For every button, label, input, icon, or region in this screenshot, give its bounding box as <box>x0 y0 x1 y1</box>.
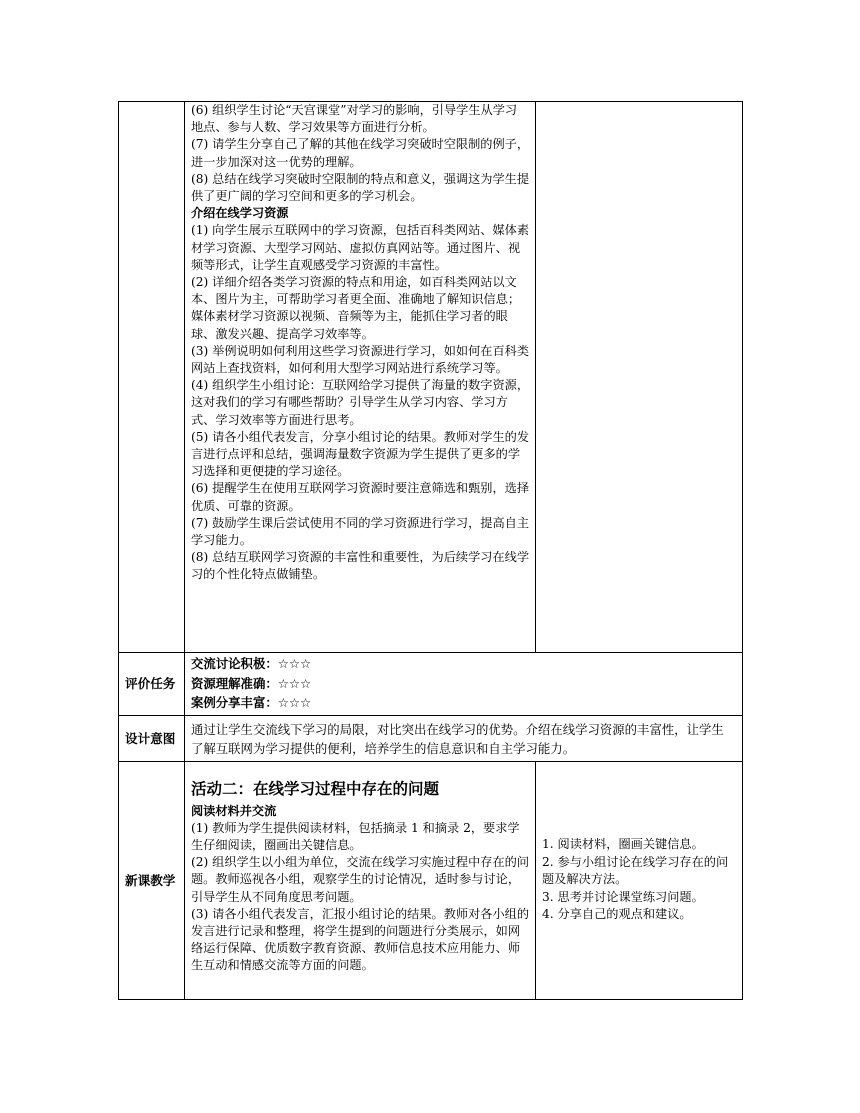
paragraph: (7) 请学生分享自己了解的其他在线学习突破时空限制的例子，进一步加深对这一优势的理解。 <box>191 137 530 169</box>
section-subheading: 阅读材料并交流 <box>191 803 277 818</box>
list-item: 3. 思考并讨论课堂练习问题。 <box>542 889 704 904</box>
paragraph: (6) 组织学生讨论“天宫课堂”对学习的影响，引导学生从学习地点、参与人数、学习效果等方面进行分析。 <box>191 103 518 135</box>
student-activities-cell <box>536 761 743 999</box>
activity-title: 活动二：在线学习过程中存在的问题 <box>191 778 440 798</box>
section-subheading: 介绍在线学习资源 <box>191 206 289 221</box>
paragraph: (1) 向学生展示互联网中的学习资源，包括百科类网站、媒体素材学习资源、大型学习网站、虚拟仿真网站等。通过图片、视频等形式，让学生直观感受学习资源的丰富性。 <box>191 223 530 272</box>
design-label: 设计意图 <box>119 715 185 761</box>
new-lesson-label: 新课教学 <box>119 761 185 999</box>
star-rating: ☆☆☆ <box>277 675 312 691</box>
lesson-plan-table-wrapper <box>118 101 742 1000</box>
continued-student-cell <box>536 102 743 653</box>
paragraph: (4) 组织学生小组讨论：互联网给学习提供了海量的数字资源，这对我们的学习有哪些帮助？引导学生从学习内容、学习方式、学习效率等方面进行思考。 <box>191 378 530 427</box>
evaluation-item-name: 交流讨论积极： <box>191 656 278 671</box>
new-lesson-row <box>119 761 743 999</box>
student-activities-list <box>542 836 736 924</box>
paragraph: (5) 请各小组代表发言，分享小组讨论的结果。教师对学生的发言进行点评和总结，强调海量数字资源为学生提供了更多的学习选择和更便捷的学习途径。 <box>191 429 530 479</box>
paragraph: (3) 请各小组代表发言，汇报小组讨论的结果。教师对各小组的发言进行记录和整理，将学生提到的问题进行分类展示，如网络运行保障、优质数字教育资源、教师信息技术应用能力、师生互动和情感交流等方面的问题。 <box>191 906 530 973</box>
continued-content-cell <box>185 102 536 653</box>
evaluation-item-name: 案例分享丰富： <box>191 695 278 710</box>
evaluation-item <box>191 674 736 694</box>
star-rating: ☆☆☆ <box>277 695 312 710</box>
evaluation-item <box>191 654 736 674</box>
evaluation-label: 评价任务 <box>119 653 185 716</box>
evaluation-row <box>119 653 743 716</box>
star-rating: ☆☆☆ <box>277 656 312 671</box>
list-item: 1. 阅读材料，圈画关键信息。 <box>542 837 704 852</box>
list-item: 2. 参与小组讨论在线学习存在的问题及解决方法。 <box>542 854 729 887</box>
paragraph: (6) 提醒学生在使用互联网学习资源时要注意筛选和甄别，选择优质、可靠的资源。 <box>191 481 530 513</box>
paragraph: (2) 详细介绍各类学习资源的特点和用途，如百科类网站以文本、图片为主，可帮助学习者更全面、准确地了解知识信息；媒体素材学习资源以视频、音频等为主，能抓住学习者的眼球、激发兴趣、提高学习效率等。 <box>191 275 521 341</box>
evaluation-item-name: 资源理解准确： <box>191 675 278 691</box>
continued-label-cell <box>119 102 185 653</box>
evaluation-item <box>191 693 736 713</box>
paragraph: (8) 总结在线学习突破时空限制的特点和意义，强调这为学生提供了更广阔的学习空间和更多的学习机会。 <box>191 171 530 204</box>
new-lesson-content-cell <box>185 761 536 999</box>
list-item: 4. 分享自己的观点和建议。 <box>542 907 692 922</box>
paragraph: (7) 鼓励学生课后尝试使用不同的学习资源进行学习，提高自主学习能力。 <box>191 515 530 548</box>
paragraph: (8) 总结互联网学习资源的丰富性和重要性，为后续学习在线学习的个性化特点做铺垫。 <box>191 550 530 582</box>
lesson-plan-table <box>118 101 743 1000</box>
paragraph: (3) 举例说明如何利用这些学习资源进行学习，如如何在百科类网站上查找资料，如何利用大型学习网站进行系统学习等。 <box>191 343 530 376</box>
paragraph: (2) 组织学生以小组为单位，交流在线学习实施过程中存在的问题。教师巡视各小组，观察学生的讨论情况，适时参与讨论，引导学生从不同角度思考问题。 <box>191 855 530 904</box>
paragraph: (1) 教师为学生提供阅读材料，包括摘录 1 和摘录 2，要求学生仔细阅读，圈画出关键信息。 <box>191 820 520 852</box>
design-text: 通过让学生交流线下学习的局限，对比突出在线学习的优势。介绍在线学习资源的丰富性，让学生了解互联网为学习提供的便利，培养学生的信息意识和自主学习能力。 <box>185 715 743 761</box>
design-row <box>119 715 743 761</box>
evaluation-content-cell <box>185 653 743 716</box>
continued-row <box>119 102 743 653</box>
